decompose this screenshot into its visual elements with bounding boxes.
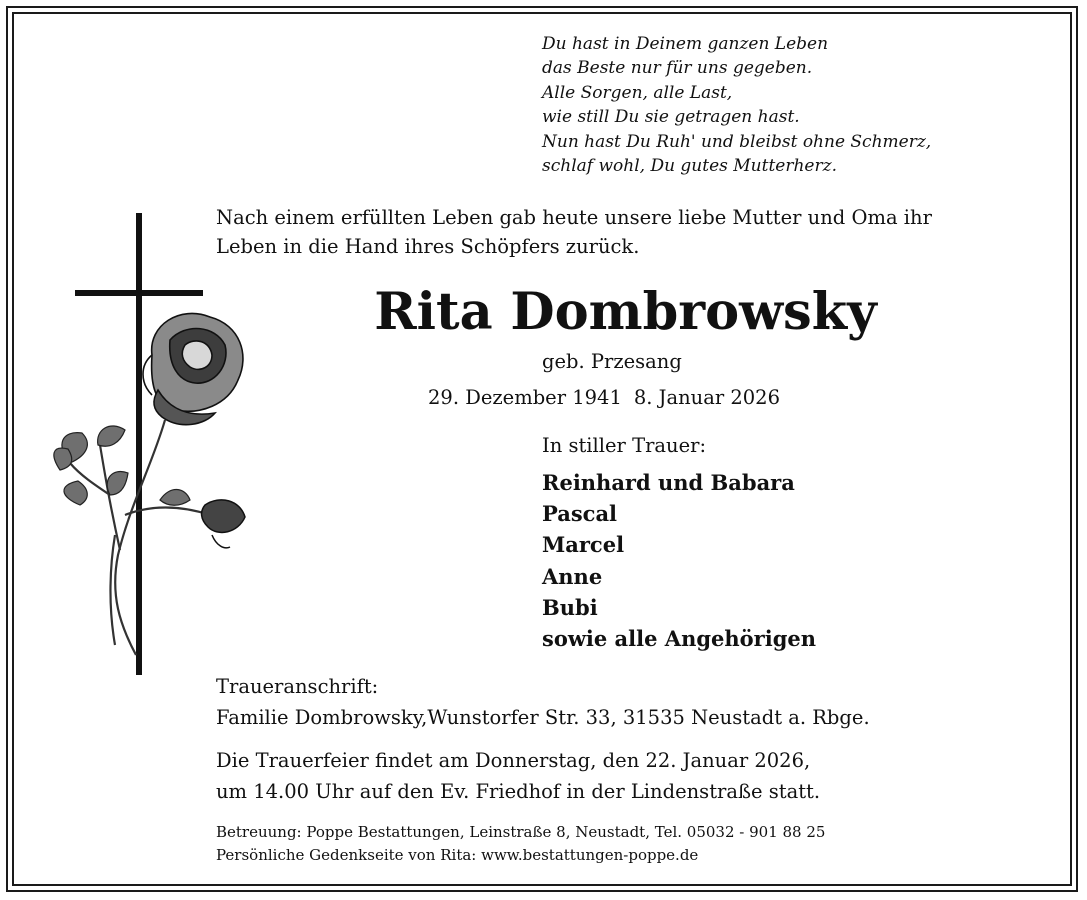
- poem-line: schlaf wohl, Du gutes Mutterherz.: [542, 156, 837, 177]
- mourner-name: Bubi: [542, 594, 598, 620]
- birth-name: geb. Przesang: [542, 350, 682, 373]
- service-line: Die Trauerfeier findet am Donnerstag, den 22. Januar 2026,: [216, 749, 811, 772]
- poem-line: das Beste nur für uns gegeben.: [542, 58, 813, 79]
- mourner-name: Marcel: [542, 532, 625, 558]
- service-line: um 14.00 Uhr auf den Ev. Friedhof in der Lindenstraße statt.: [216, 780, 821, 803]
- address-label: Traueranschrift:: [216, 675, 379, 698]
- poem-line: wie still Du sie getragen hast.: [542, 107, 800, 128]
- poem-line: Alle Sorgen, alle Last,: [542, 82, 733, 103]
- address-value: Familie Dombrowsky,Wunstorfer Str. 33, 31535 Neustadt a. Rbge.: [216, 706, 870, 729]
- funeral-home-info: Betreuung: Poppe Bestattungen, Leinstraße 8, Neustadt, Tel. 05032 - 901 88 25: [216, 823, 826, 841]
- mourning-address: [216, 671, 870, 733]
- intro-line: Leben in die Hand ihres Schöpfers zurück.: [216, 235, 640, 258]
- deceased-name: Rita Dombrowsky: [374, 282, 877, 342]
- life-dates: [428, 384, 780, 412]
- mourner-name: Pascal: [542, 501, 618, 527]
- mourners-list: [542, 467, 816, 654]
- mourner-name: sowie alle Angehörigen: [542, 626, 817, 652]
- intro-text: [216, 203, 1036, 261]
- funeral-service-info: [216, 745, 820, 807]
- intro-line: Nach einem erfüllten Leben gab heute unsere liebe Mutter und Oma ihr: [216, 206, 932, 229]
- mourner-name: Reinhard und Babara: [542, 470, 795, 495]
- poem: [542, 32, 931, 178]
- rose-leaves: [54, 426, 190, 505]
- mourner-name: Anne: [542, 563, 603, 589]
- death-date: 8. Januar 2026: [633, 386, 780, 409]
- memorial-page-info: Persönliche Gedenkseite von Rita: www.bestattungen-poppe.de: [216, 846, 699, 864]
- poem-line: Nun hast Du Ruh' und bleibst ohne Schmerz,: [542, 131, 932, 152]
- birth-date: 29. Dezember 1941: [428, 386, 622, 409]
- rose-bud: [202, 500, 245, 548]
- mourners-label: In stiller Trauer:: [542, 434, 707, 457]
- poem-line: Du hast in Deinem ganzen Leben: [542, 34, 829, 54]
- footer: [216, 821, 825, 867]
